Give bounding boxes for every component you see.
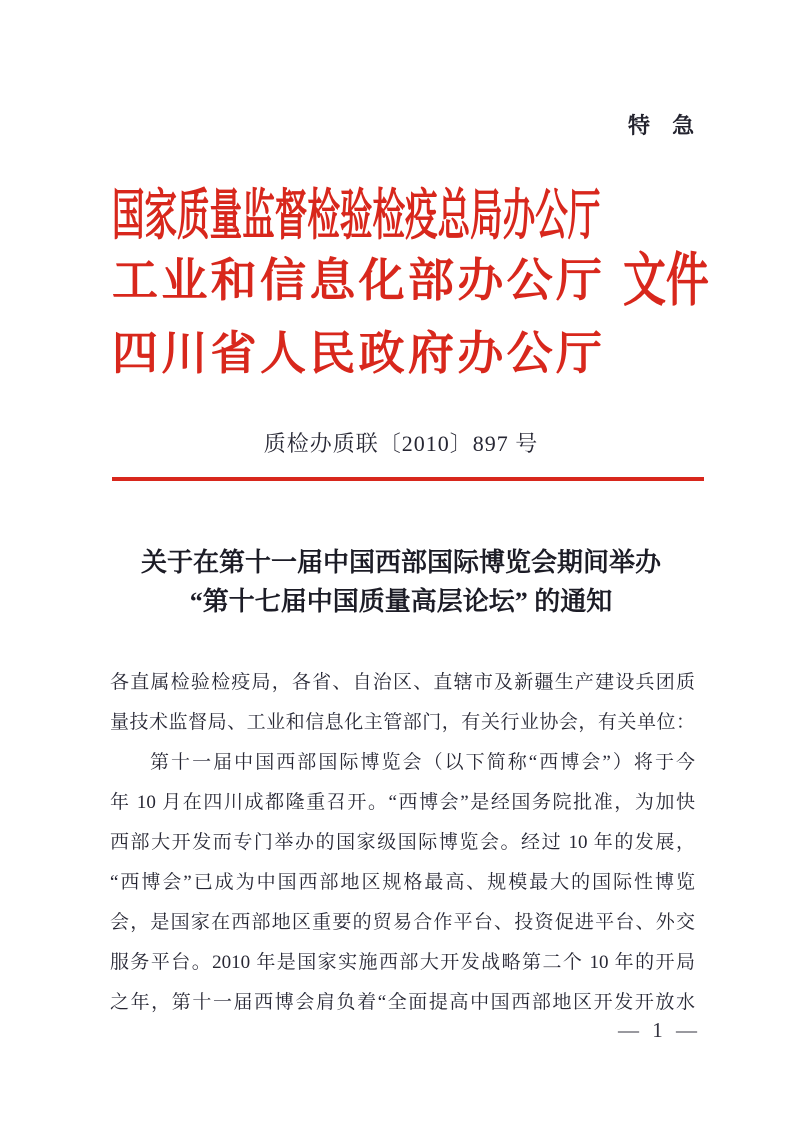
agency-name-aqsiq xyxy=(112,185,802,246)
body-line: 各直属检验检疫局，各省、自治区、直辖市及新疆生产建设兵团质 xyxy=(110,672,695,693)
agency-name-sichuan-gov: 四川省人民政府办公厅 xyxy=(112,328,602,379)
doc-type-label-text: 文件 xyxy=(623,248,709,313)
body-line: 服务平台。2010 年是国家实施西部大开发战略第二个 10 年的开局 xyxy=(110,952,695,973)
urgency-label: 特 急 xyxy=(628,113,703,138)
body-line: “西博会”已成为中国西部地区规格最高、规模最大的国际性博览 xyxy=(110,872,695,893)
body-line: 西部大开发而专门举办的国家级国际博览会。经过 10 年的发展， xyxy=(110,832,695,853)
red-divider-line xyxy=(112,477,704,481)
page-number: — 1 — xyxy=(618,1018,701,1042)
body-line: 量技术监督局、工业和信息化主管部门，有关行业协会，有关单位： xyxy=(110,712,695,733)
document-title xyxy=(0,543,802,621)
agency-name-miit: 工业和信息化部办公厅 xyxy=(112,255,602,306)
agency-name-aqsiq-text: 国家质量监督检验检疫总局办公厅 xyxy=(112,185,601,246)
body-line: 第十一届中国西部国际博览会（以下简称“西博会”）将于今 xyxy=(150,752,695,773)
document-body xyxy=(110,663,695,1023)
body-line: 年 10 月在四川成都隆重召开。“西博会”是经国务院批准，为加快 xyxy=(110,792,695,813)
reference-number: 质检办质联〔2010〕897 号 xyxy=(263,431,539,456)
body-line: 之年，第十一届西博会肩负着“全面提高中国西部地区开发开放水 xyxy=(110,992,695,1013)
body-line: 会，是国家在西部地区重要的贸易合作平台、投资促进平台、外交 xyxy=(110,912,695,933)
document-title-line-2: “第十七届中国质量高层论坛” 的通知 xyxy=(189,587,613,616)
document-title-line-1: 关于在第十一届中国西部国际博览会期间举办 xyxy=(140,548,661,577)
doc-type-label xyxy=(623,248,739,313)
